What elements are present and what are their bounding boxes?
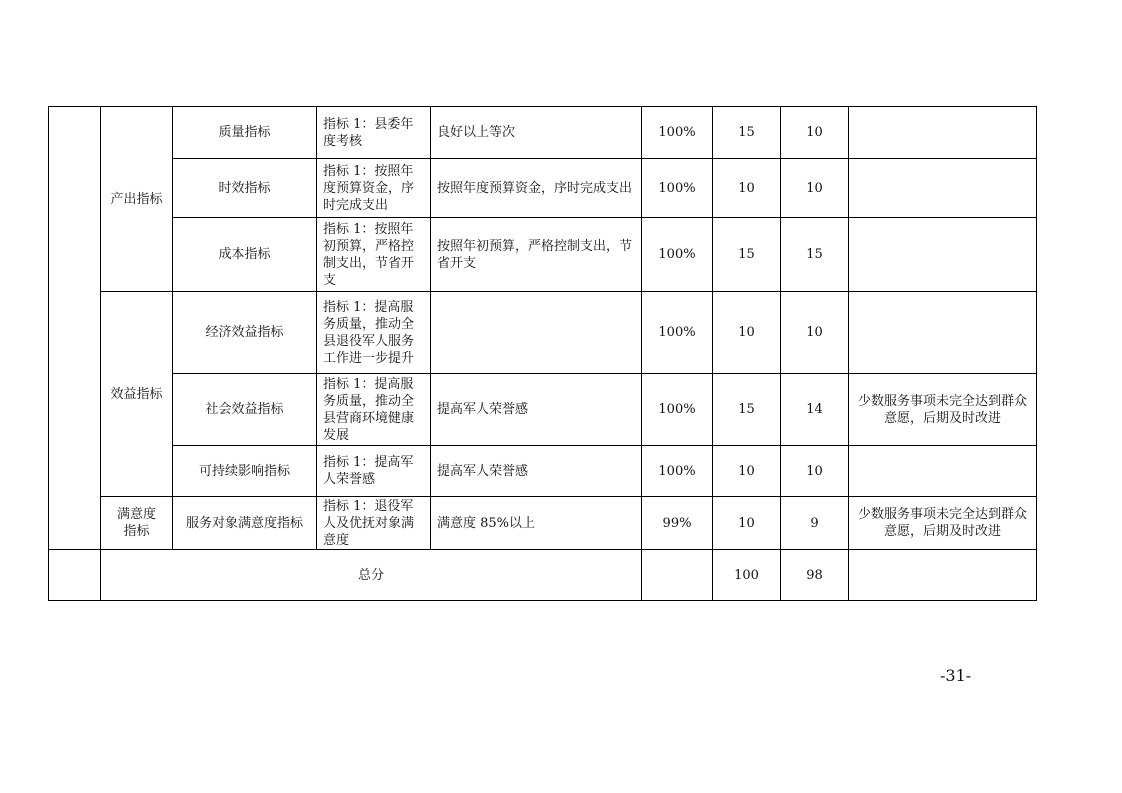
note-cell — [849, 446, 1037, 497]
level1-cell — [49, 107, 101, 550]
table-row — [49, 292, 1037, 374]
target-cell: 满意度 85%以上 — [431, 497, 642, 550]
rate-cell: 100% — [642, 292, 713, 374]
rate-cell: 99% — [642, 497, 713, 550]
weight-cell: 15 — [713, 374, 781, 446]
score-cell: 10 — [781, 159, 849, 218]
score-cell: 10 — [781, 446, 849, 497]
level3-cell: 服务对象满意度指标 — [173, 497, 317, 550]
indicator-cell: 指标 1：提高服务质量，推动全县营商环境健康发展 — [317, 374, 431, 446]
page-number: -31- — [940, 666, 972, 685]
weight-cell: 10 — [713, 446, 781, 497]
rate-cell: 100% — [642, 159, 713, 218]
indicator-cell: 指标 1：县委年度考核 — [317, 107, 431, 159]
target-cell: 提高军人荣誉感 — [431, 446, 642, 497]
score-cell: 10 — [781, 292, 849, 374]
note-cell — [849, 292, 1037, 374]
total-blank-cell — [49, 550, 101, 601]
target-cell: 提高军人荣誉感 — [431, 374, 642, 446]
target-cell — [431, 292, 642, 374]
table-row — [49, 218, 1037, 292]
table-row — [49, 446, 1037, 497]
score-cell: 15 — [781, 218, 849, 292]
total-weight: 100 — [713, 550, 781, 601]
level3-cell: 质量指标 — [173, 107, 317, 159]
indicator-cell: 指标 1：按照年度预算资金，序时完成支出 — [317, 159, 431, 218]
table-row — [49, 374, 1037, 446]
indicator-cell: 指标 1：提高服务质量，推动全县退役军人服务工作进一步提升 — [317, 292, 431, 374]
target-cell: 良好以上等次 — [431, 107, 642, 159]
weight-cell: 15 — [713, 218, 781, 292]
score-cell: 14 — [781, 374, 849, 446]
total-row — [49, 550, 1037, 601]
level2-cell: 满意度指标 — [101, 497, 173, 550]
note-cell: 少数服务事项未完全达到群众意愿，后期及时改进 — [849, 374, 1037, 446]
total-score: 98 — [781, 550, 849, 601]
total-label: 总分 — [101, 550, 642, 601]
note-cell — [849, 107, 1037, 159]
score-cell: 9 — [781, 497, 849, 550]
indicator-cell: 指标 1：提高军人荣誉感 — [317, 446, 431, 497]
weight-cell: 10 — [713, 292, 781, 374]
table-row — [49, 107, 1037, 159]
table-row — [49, 159, 1037, 218]
table-row — [49, 497, 1037, 550]
weight-cell: 10 — [713, 159, 781, 218]
level3-cell: 可持续影响指标 — [173, 446, 317, 497]
indicator-cell: 指标 1：按照年初预算，严格控制支出，节省开支 — [317, 218, 431, 292]
rate-cell: 100% — [642, 446, 713, 497]
rate-cell: 100% — [642, 107, 713, 159]
note-cell: 少数服务事项未完全达到群众意愿，后期及时改进 — [849, 497, 1037, 550]
rate-cell: 100% — [642, 374, 713, 446]
level3-cell: 成本指标 — [173, 218, 317, 292]
weight-cell: 10 — [713, 497, 781, 550]
level3-cell: 时效指标 — [173, 159, 317, 218]
indicator-cell: 指标 1：退役军人及优抚对象满意度 — [317, 497, 431, 550]
level2-cell: 产出指标 — [101, 107, 173, 292]
total-note-cell — [849, 550, 1037, 601]
note-cell — [849, 218, 1037, 292]
rate-cell: 100% — [642, 218, 713, 292]
performance-table — [48, 106, 1037, 601]
level3-cell: 社会效益指标 — [173, 374, 317, 446]
level2-cell: 效益指标 — [101, 292, 173, 497]
level3-cell: 经济效益指标 — [173, 292, 317, 374]
target-cell: 按照年初预算，严格控制支出，节省开支 — [431, 218, 642, 292]
weight-cell: 15 — [713, 107, 781, 159]
target-cell: 按照年度预算资金，序时完成支出 — [431, 159, 642, 218]
note-cell — [849, 159, 1037, 218]
score-cell: 10 — [781, 107, 849, 159]
total-rate-cell — [642, 550, 713, 601]
